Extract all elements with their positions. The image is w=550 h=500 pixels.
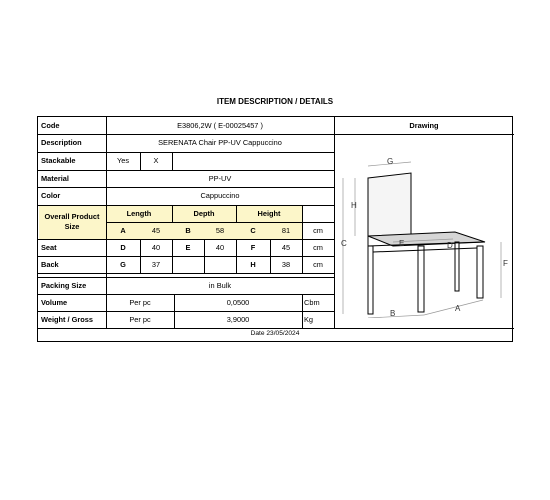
chair-drawing	[335, 136, 513, 318]
header-length: Length	[126, 208, 152, 218]
drawing-header: Drawing	[409, 120, 439, 130]
seat-height-letter: F	[250, 242, 256, 252]
weight-unit: Kg	[304, 314, 314, 324]
overall-length-value: 45	[151, 225, 161, 235]
overall-depth-value: 58	[215, 225, 225, 235]
back-unit: cm	[313, 259, 323, 269]
label-weight: Weight / Gross	[41, 314, 94, 324]
seat-height-value: 45	[281, 242, 291, 252]
color-value: Cappuccino	[200, 191, 240, 201]
drawing-label-d: D	[447, 241, 453, 250]
overall-depth-letter: B	[185, 225, 191, 235]
label-seat: Seat	[41, 242, 57, 252]
code-value: E3806,2W ( E-00025457 )	[177, 120, 263, 130]
seat-length-value: 40	[151, 242, 161, 252]
item-sheet	[37, 116, 513, 342]
drawing-label-e: E	[399, 239, 405, 248]
label-volume: Volume	[41, 297, 68, 307]
stackable-yes: Yes	[116, 156, 130, 166]
seat-depth-letter: E	[185, 242, 191, 252]
weight-per: Per pc	[129, 314, 151, 324]
drawing-label-b: B	[390, 309, 396, 318]
label-stackable: Stackable	[41, 156, 76, 166]
drawing-label-c: C	[341, 239, 347, 248]
overall-unit: cm	[313, 225, 323, 235]
label-color: Color	[41, 191, 61, 201]
back-length-value: 37	[151, 259, 161, 269]
back-length-letter: G	[120, 259, 126, 269]
sheet-title: ITEM DESCRIPTION / DETAILS	[216, 97, 334, 106]
back-height-letter: H	[250, 259, 256, 269]
date-footer: Date 23/05/2024	[250, 330, 300, 338]
label-packing: Packing Size	[41, 280, 87, 290]
label-overall-size: Overall Product Size	[44, 212, 100, 231]
material-value: PP-UV	[208, 173, 232, 183]
header-depth: Depth	[193, 208, 215, 218]
seat-length-letter: D	[120, 242, 126, 252]
overall-height-letter: C	[250, 225, 256, 235]
stackable-mark: X	[153, 156, 159, 166]
drawing-label-a: A	[455, 304, 461, 313]
label-back: Back	[41, 259, 59, 269]
overall-height-value: 81	[281, 225, 291, 235]
weight-value: 3,9000	[226, 314, 250, 324]
seat-depth-value: 40	[215, 242, 225, 252]
drawing-label-f: F	[503, 259, 508, 268]
overall-length-letter: A	[120, 225, 126, 235]
label-description: Description	[41, 138, 82, 148]
volume-unit: Cbm	[304, 297, 320, 307]
volume-value: 0,0500	[226, 297, 250, 307]
description-value: SERENATA Chair PP-UV Cappuccino	[158, 138, 282, 148]
back-height-value: 38	[281, 259, 291, 269]
label-material: Material	[41, 173, 69, 183]
drawing-label-g: G	[387, 157, 394, 166]
packing-value: in Bulk	[208, 280, 232, 290]
seat-unit: cm	[313, 242, 323, 252]
drawing-label-h: H	[351, 201, 357, 210]
label-code: Code	[41, 120, 60, 130]
header-height: Height	[257, 208, 281, 218]
volume-per: Per pc	[129, 297, 151, 307]
